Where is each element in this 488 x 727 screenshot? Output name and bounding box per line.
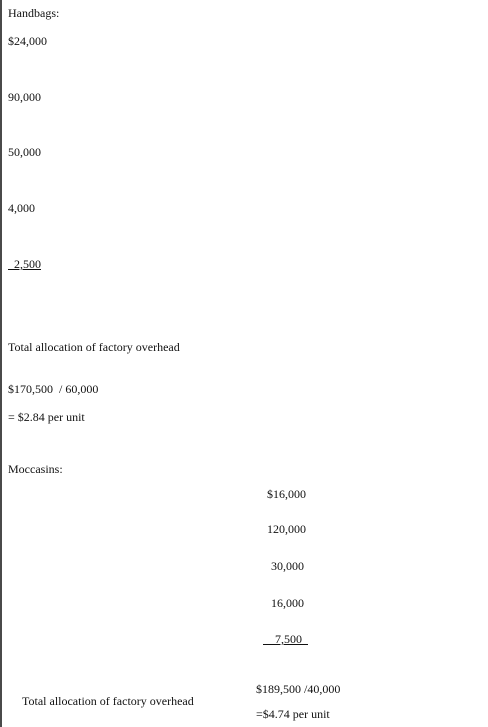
handbags-value-1: $24,000 bbox=[8, 34, 47, 48]
moccasins-computation: $189,500 /40,000 bbox=[256, 682, 341, 696]
moccasins-value-5: 7,500 bbox=[263, 632, 308, 646]
handbags-value-3: 50,000 bbox=[8, 145, 41, 159]
handbags-value-4: 4,000 bbox=[8, 201, 35, 215]
moccasins-result: =$4.74 per unit bbox=[256, 707, 330, 721]
moccasins-total-label: Total allocation of factory overhead bbox=[22, 694, 194, 708]
handbags-heading: Handbags: bbox=[8, 6, 60, 20]
handbags-total-label: Total allocation of factory overhead bbox=[8, 340, 180, 354]
handbags-value-5: 2,500 bbox=[8, 257, 41, 271]
handbags-computation: $170,500 / 60,000 bbox=[8, 382, 99, 396]
moccasins-heading: Moccasins: bbox=[8, 462, 63, 476]
handbags-result: = $2.84 per unit bbox=[8, 410, 85, 424]
moccasins-value-2: 120,000 bbox=[267, 522, 306, 536]
moccasins-value-4: 16,000 bbox=[271, 596, 304, 610]
left-border bbox=[0, 0, 2, 727]
moccasins-value-3: 30,000 bbox=[271, 559, 304, 573]
moccasins-value-1: $16,000 bbox=[267, 487, 306, 501]
handbags-value-2: 90,000 bbox=[8, 90, 41, 104]
